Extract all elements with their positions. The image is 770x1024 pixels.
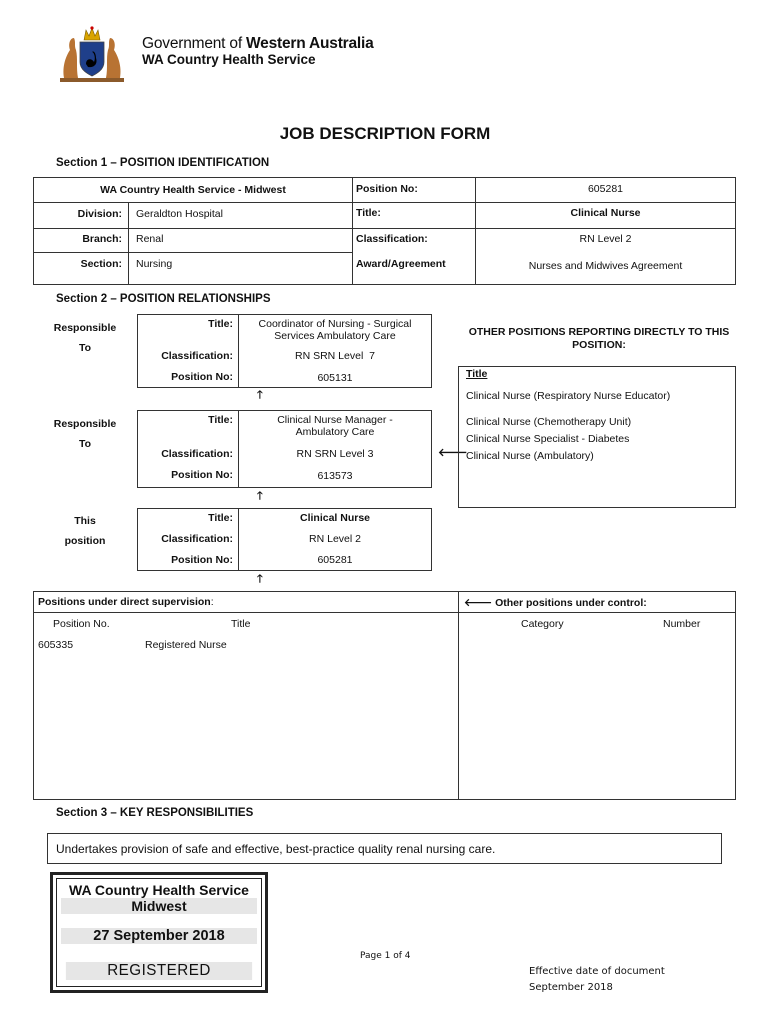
other-positions-title-label: Title — [466, 368, 488, 380]
rt2-title-label: Title: — [208, 414, 233, 426]
tp-classification-value: RN Level 2 — [309, 533, 361, 545]
col-title: Title — [231, 618, 251, 630]
other-control-heading — [464, 596, 647, 609]
responsible-label: Responsible — [53, 418, 117, 430]
position-label: position — [64, 535, 106, 547]
branch-value: Renal — [136, 233, 164, 245]
award-value: Nurses and Midwives Agreement — [528, 260, 683, 272]
tp-title-value: Clinical Nurse — [299, 512, 371, 524]
col-category: Category — [521, 618, 564, 630]
arrow-left-icon: 🡐 — [464, 597, 493, 609]
section-value: Nursing — [136, 258, 173, 270]
other-positions-heading: OTHER POSITIONS REPORTING DIRECTLY TO THIS POSITION: — [468, 326, 730, 351]
other-control-text: Other positions under control: — [495, 597, 647, 609]
supervised-title: Registered Nurse — [145, 639, 227, 651]
rt1-classification-label: Classification: — [161, 350, 233, 362]
tp-position-no-value: 605281 — [317, 554, 353, 566]
rt1-position-no-value: 605131 — [317, 372, 353, 384]
direct-supervision-heading — [38, 596, 214, 608]
stamp-status: REGISTERED — [66, 962, 252, 980]
classification-label: Classification: — [356, 233, 428, 245]
section2-heading: Section 2 – POSITION RELATIONSHIPS — [56, 293, 271, 305]
western-australia-text: Western Australia — [246, 35, 374, 52]
key-responsibility-text: Undertakes provision of safe and effective, best-practice quality renal nursing care. — [56, 842, 496, 856]
section1-org: WA Country Health Service - Midwest — [100, 184, 286, 196]
other-position-item: Clinical Nurse (Ambulatory) — [466, 450, 594, 462]
branch-label: Branch: — [82, 233, 122, 245]
this-label: This — [74, 515, 96, 527]
tp-position-no-label: Position No: — [171, 554, 233, 566]
tp-title-label: Title: — [208, 512, 233, 524]
effective-date-value: September 2018 — [529, 982, 613, 993]
rt2-classification-value: RN SRN Level 3 — [296, 448, 374, 460]
col-number: Number — [663, 618, 701, 630]
other-position-item: Clinical Nurse Specialist - Diabetes — [466, 433, 630, 445]
responsible-to-label-1 — [40, 318, 130, 358]
other-position-item: Clinical Nurse (Chemotherapy Unit) — [466, 416, 632, 428]
arrow-up-icon: 🡑 — [257, 389, 263, 401]
division-label: Division: — [77, 208, 122, 220]
to-label: To — [78, 342, 92, 354]
arrow-up-icon: 🡑 — [257, 573, 263, 585]
section3-heading: Section 3 – KEY RESPONSIBILITIES — [56, 807, 254, 819]
tp-classification-label: Classification: — [161, 533, 233, 545]
arrow-up-icon: 🡑 — [257, 490, 263, 502]
col-position-no: Position No. — [53, 618, 110, 630]
stamp-date: 27 September 2018 — [61, 928, 257, 944]
responsible-to-label-2 — [40, 414, 130, 454]
government-crest — [56, 24, 128, 84]
government-of-text: Government of — [142, 35, 242, 52]
rt1-position-no-label: Position No: — [171, 371, 233, 383]
to-label: To — [78, 438, 92, 450]
government-name — [142, 35, 374, 53]
responsible-label: Responsible — [53, 322, 117, 334]
title-label: Title: — [356, 207, 381, 219]
stamp-line1: WA Country Health Service — [69, 882, 249, 898]
position-no-value: 605281 — [587, 183, 624, 195]
rt1-classification-value: RN SRN Level 7 — [295, 350, 375, 362]
rt2-title-value: Clinical Nurse Manager - Ambulatory Care — [277, 414, 393, 438]
direct-supervision-colon: : — [210, 596, 214, 608]
arrow-left-icon: 🡐 — [438, 447, 468, 459]
rt2-classification-label: Classification: — [161, 448, 233, 460]
supervised-position-no: 605335 — [38, 639, 74, 651]
page-number: Page 1 of 4 — [360, 951, 411, 961]
section-label: Section: — [80, 258, 122, 270]
rt2-position-no-label: Position No: — [171, 469, 233, 481]
direct-supervision-text: Positions under direct supervision — [38, 596, 211, 608]
section1-heading: Section 1 – POSITION IDENTIFICATION — [56, 157, 270, 169]
stamp-line2: Midwest — [61, 898, 257, 914]
rt1-title-label: Title: — [208, 318, 233, 330]
health-service-name: WA Country Health Service — [142, 52, 316, 67]
rt2-position-no-value: 613573 — [317, 470, 353, 482]
title-value: Clinical Nurse — [570, 207, 641, 219]
position-no-label: Position No: — [356, 183, 418, 195]
supervision-table — [33, 591, 736, 800]
effective-date-label: Effective date of document — [529, 966, 665, 977]
form-title: JOB DESCRIPTION FORM — [279, 124, 491, 143]
this-position-label — [40, 511, 130, 551]
division-value: Geraldton Hospital — [136, 208, 223, 220]
award-label: Award/Agreement — [356, 258, 446, 270]
rt1-title-value: Coordinator of Nursing - Surgical Services Ambulatory Care — [258, 318, 412, 342]
classification-value: RN Level 2 — [579, 233, 632, 245]
other-position-item: Clinical Nurse (Respiratory Nurse Educator) — [466, 390, 671, 402]
